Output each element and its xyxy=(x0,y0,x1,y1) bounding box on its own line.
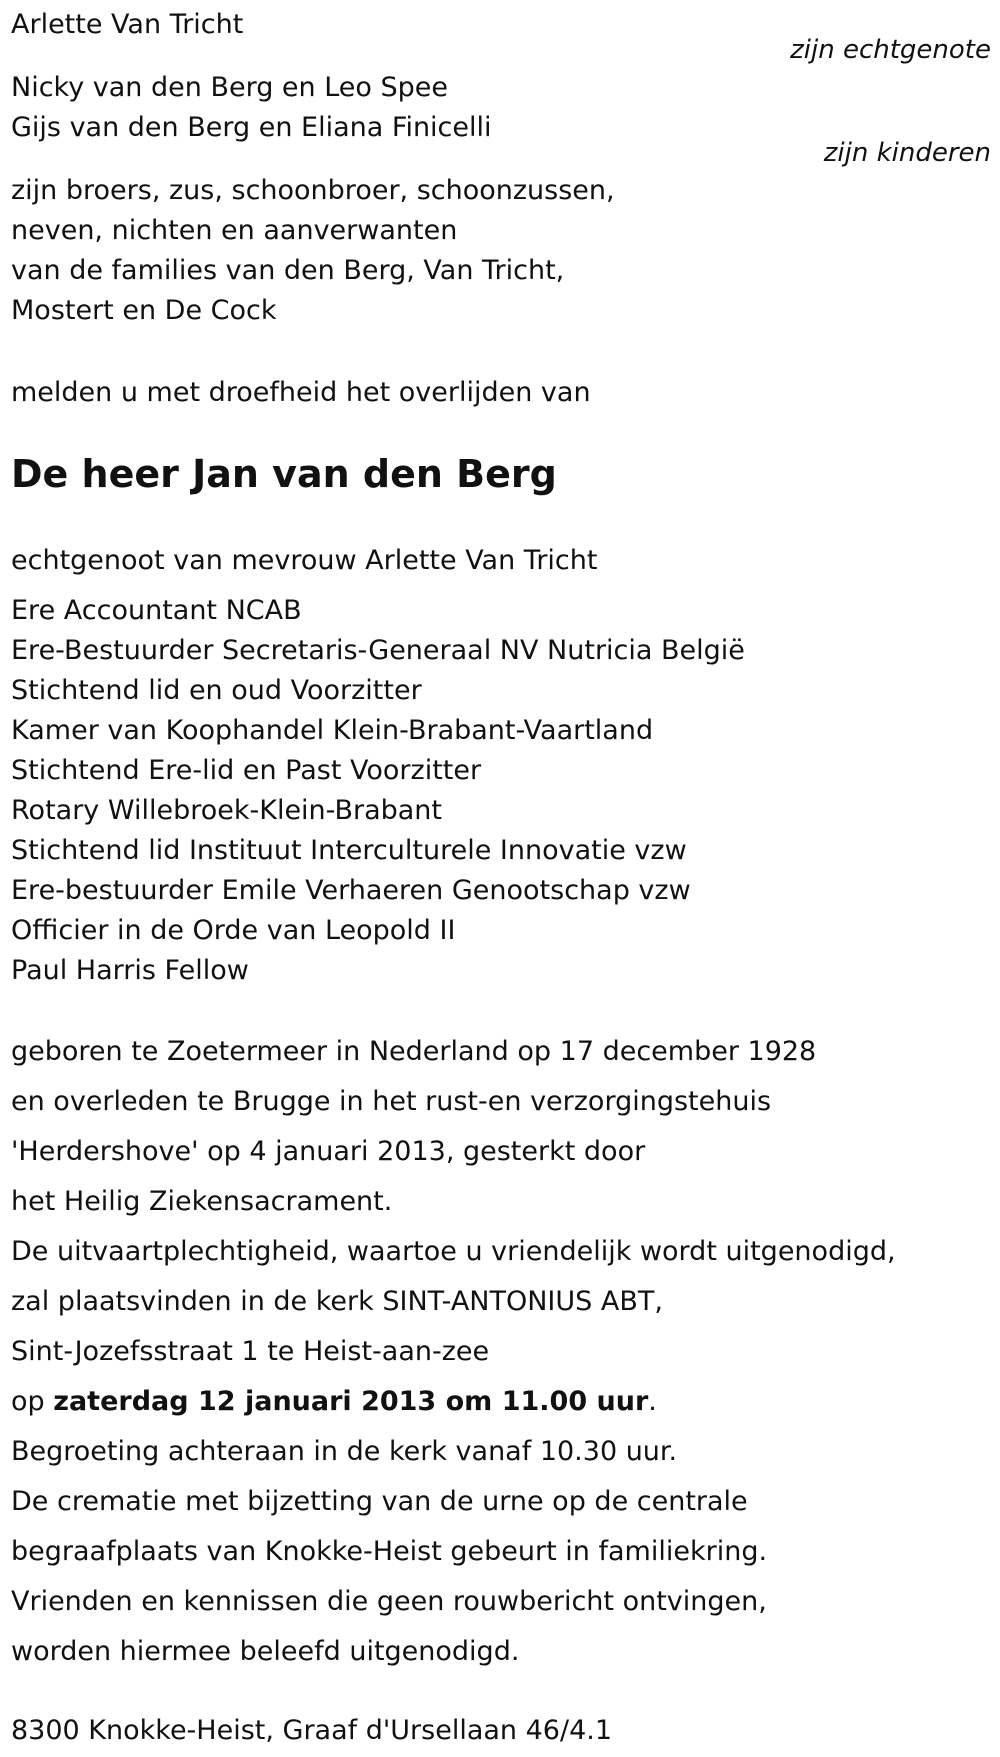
title-line: Ere-bestuurder Emile Verhaeren Genootschap vzw xyxy=(11,875,691,906)
title-line: Stichtend Ere-lid en Past Voorzitter xyxy=(11,755,482,786)
title-line: Ere-Bestuurder Secretaris-Generaal NV Nutricia België xyxy=(11,635,745,666)
detail-line: Sint-Jozefsstraat 1 te Heist-aan-zee xyxy=(11,1336,490,1367)
relatives-line: Mostert en De Cock xyxy=(11,295,277,326)
title-line: Paul Harris Fellow xyxy=(11,955,249,986)
spouse-name: Arlette Van Tricht xyxy=(11,9,244,40)
funeral-date: zaterdag 12 januari 2013 om 11.00 uur xyxy=(53,1386,649,1417)
children-caption: zijn kinderen xyxy=(823,138,991,168)
detail-line: 'Herdershove' op 4 januari 2013, gesterkt door xyxy=(11,1136,646,1167)
detail-line: Begroeting achteraan in de kerk vanaf 10.30 uur. xyxy=(11,1436,678,1467)
detail-line: het Heilig Ziekensacrament. xyxy=(11,1186,393,1217)
detail-line: en overleden te Brugge in het rust-en verzorgingstehuis xyxy=(11,1086,772,1117)
detail-line: Vrienden en kennissen die geen rouwbericht ontvingen, xyxy=(11,1586,767,1617)
detail-line: worden hiermee beleefd uitgenodigd. xyxy=(11,1636,520,1667)
date-suffix: . xyxy=(648,1386,657,1417)
spouse-caption: zijn echtgenote xyxy=(790,35,991,65)
title-line: Rotary Willebroek-Klein-Brabant xyxy=(11,795,442,826)
title-line: Ere Accountant NCAB xyxy=(11,595,302,626)
title-line: Kamer van Koophandel Klein-Brabant-Vaartland xyxy=(11,715,654,746)
detail-line: zal plaatsvinden in de kerk SINT-ANTONIUS ABT, xyxy=(11,1286,663,1317)
detail-line: geboren te Zoetermeer in Nederland op 17 december 1928 xyxy=(11,1036,817,1067)
spouse-line: echtgenoot van mevrouw Arlette Van Tricht xyxy=(11,545,598,576)
detail-line: De crematie met bijzetting van de urne op de centrale xyxy=(11,1486,748,1517)
deceased-name: De heer Jan van den Berg xyxy=(11,452,557,496)
announcement-text: melden u met droefheid het overlijden van xyxy=(11,377,591,408)
relatives-line: van de families van den Berg, Van Tricht, xyxy=(11,255,565,286)
detail-line: De uitvaartplechtigheid, waartoe u vriendelijk wordt uitgenodigd, xyxy=(11,1236,896,1267)
date-prefix: op xyxy=(11,1386,54,1417)
funeral-date-line xyxy=(11,1385,657,1419)
child-line: Gijs van den Berg en Eliana Finicelli xyxy=(11,112,492,143)
title-line: Stichtend lid en oud Voorzitter xyxy=(11,675,422,706)
detail-line: begraafplaats van Knokke-Heist gebeurt in familiekring. xyxy=(11,1536,768,1567)
relatives-line: neven, nichten en aanverwanten xyxy=(11,215,458,246)
relatives-line: zijn broers, zus, schoonbroer, schoonzussen, xyxy=(11,175,615,206)
title-line: Stichtend lid Instituut Interculturele Innovatie vzw xyxy=(11,835,687,866)
child-line: Nicky van den Berg en Leo Spee xyxy=(11,72,449,103)
title-line: Officier in de Orde van Leopold II xyxy=(11,915,456,946)
address: 8300 Knokke-Heist, Graaf d'Ursellaan 46/4.1 xyxy=(11,1715,613,1746)
